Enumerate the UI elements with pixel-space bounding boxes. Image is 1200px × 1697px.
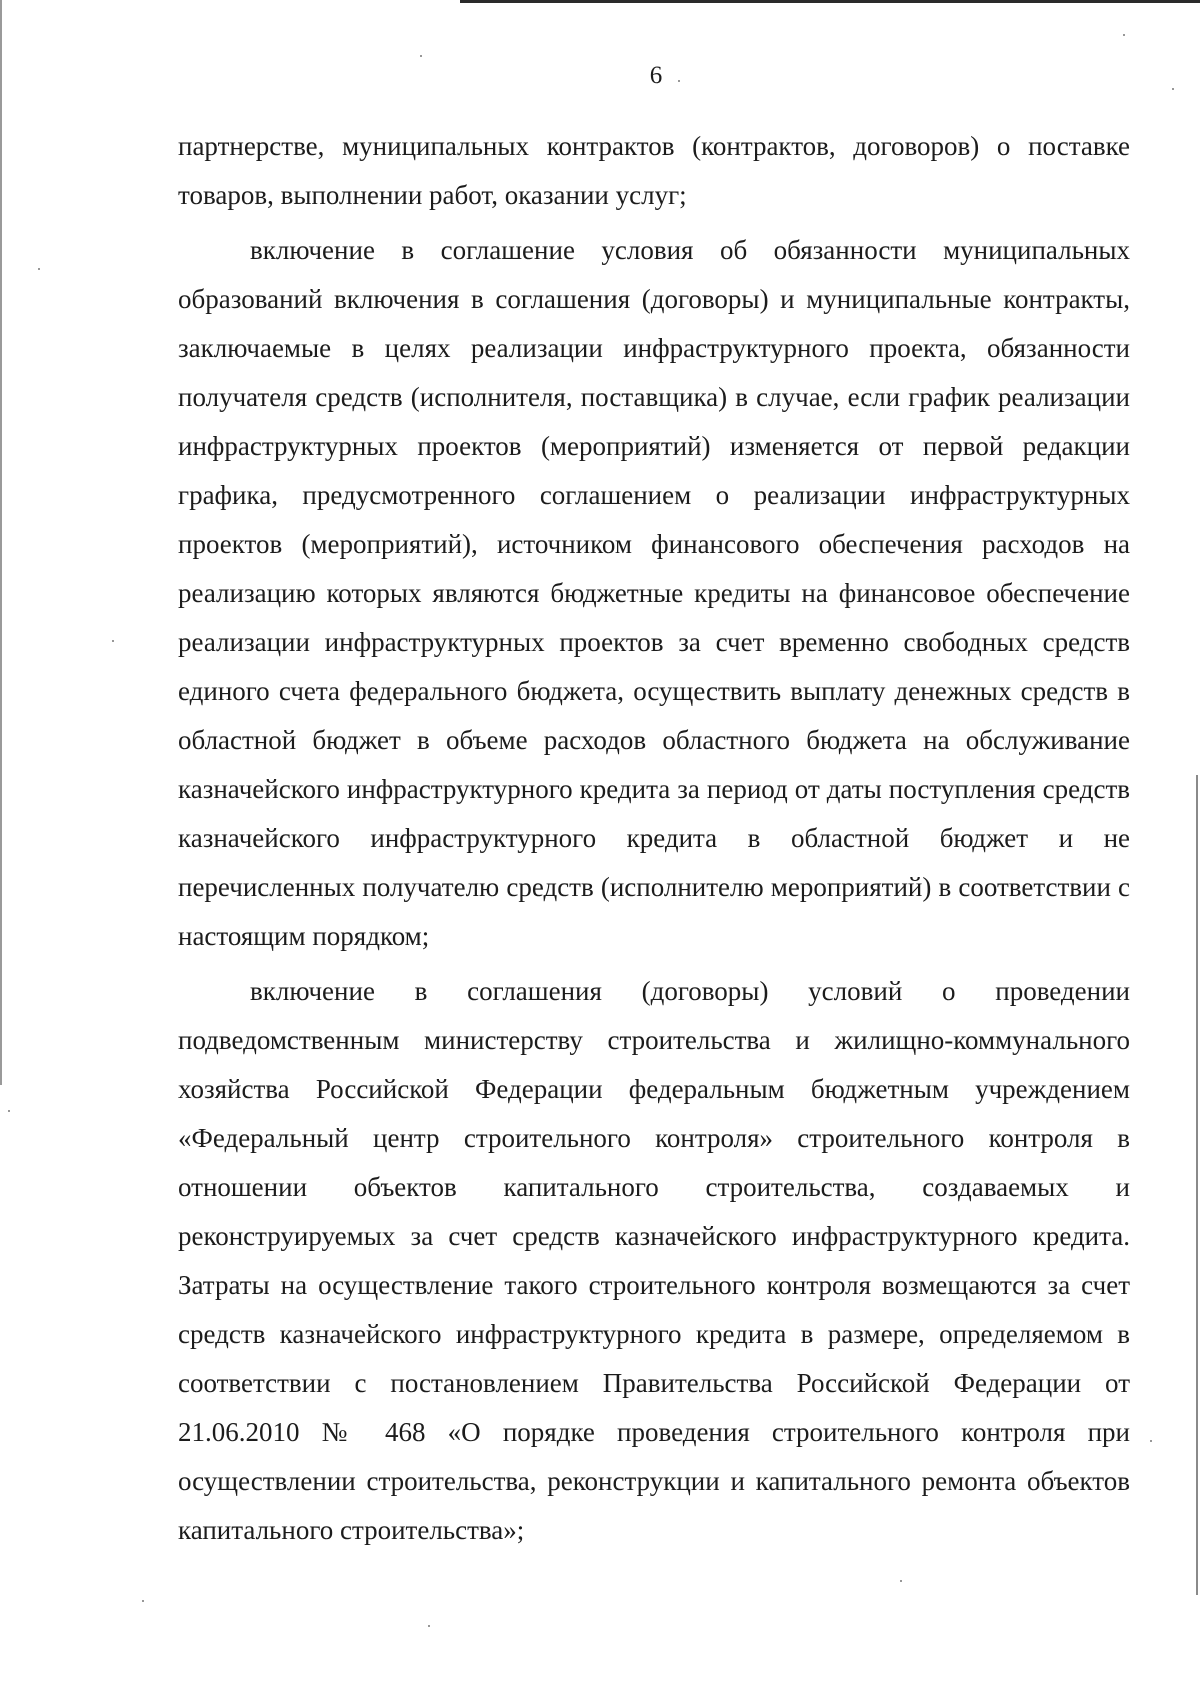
paragraph-construction-control-clause: включение в соглашения (договоры) условий о проведении подведомственным министерству строительства и жилищно-коммунального хозяйства Российской Федерации федеральным бюджетным учреждением «Федеральный центр строительного контроля» строительного контроля в отношении объектов капитального строительства, создаваемых и реконструируемых за счет средств казначейского инфраструктурного кредита. Затраты на осуществление такого строительного контроля возмещаются за счет средств казначейского инфраструктурного кредита в размере, определяемом в соответствии с постановлением Правительства Российской Федерации от 21.06.2010 № 468 «О порядке проведения строительного контроля при осуществлении строительства, реконструкции и капитального ремонта объектов капитального строительства»;	[178, 976, 1130, 1545]
scan-speck	[1123, 34, 1125, 36]
page-number: 6	[649, 62, 663, 89]
scan-speck	[38, 268, 40, 270]
scan-speck	[112, 640, 114, 642]
scan-edge-top	[460, 0, 1200, 3]
scan-speck	[142, 1600, 144, 1602]
scan-edge-right	[1196, 775, 1198, 1595]
paragraph-obligation-clause: включение в соглашение условия об обязанности муниципальных образований включения в соглашения (договоры) и муниципальные контракты, заключаемые в целях реализации инфраструктурного проекта, обязанности получателя средств (исполнителя, поставщика) в случае, если график реализации инфраструктурных проектов (мероприятий) изменяется от первой редакции графика, предусмотренного соглашением о реализации инфраструктурных проектов (мероприятий), источником финансового обеспечения расходов на реализацию которых являются бюджетные кредиты на финансовое обеспечение реализации инфраструктурных проектов за счет временно свободных средств единого счета федерального бюджета, осуществить выплату денежных средств в областной бюджет в объеме расходов областного бюджета на обслуживание казначейского инфраструктурного кредита за период от даты поступления средств казначейского инфраструктурного кредита в областной бюджет и не перечисленных получателю средств (исполнителю мероприятий) в соответствии с настоящим порядком;	[178, 235, 1130, 951]
scan-speck	[900, 1580, 902, 1582]
scan-speck	[1150, 1440, 1152, 1442]
scan-edge-left	[0, 0, 2, 1085]
scan-speck	[420, 55, 422, 57]
scan-speck	[428, 1625, 430, 1627]
paragraph-continuation: партнерстве, муниципальных контрактов (контрактов, договоров) о поставке товаров, выполнении работ, оказании услуг;	[178, 131, 1130, 210]
scan-speck	[8, 1110, 10, 1112]
document-body	[178, 122, 1130, 1555]
